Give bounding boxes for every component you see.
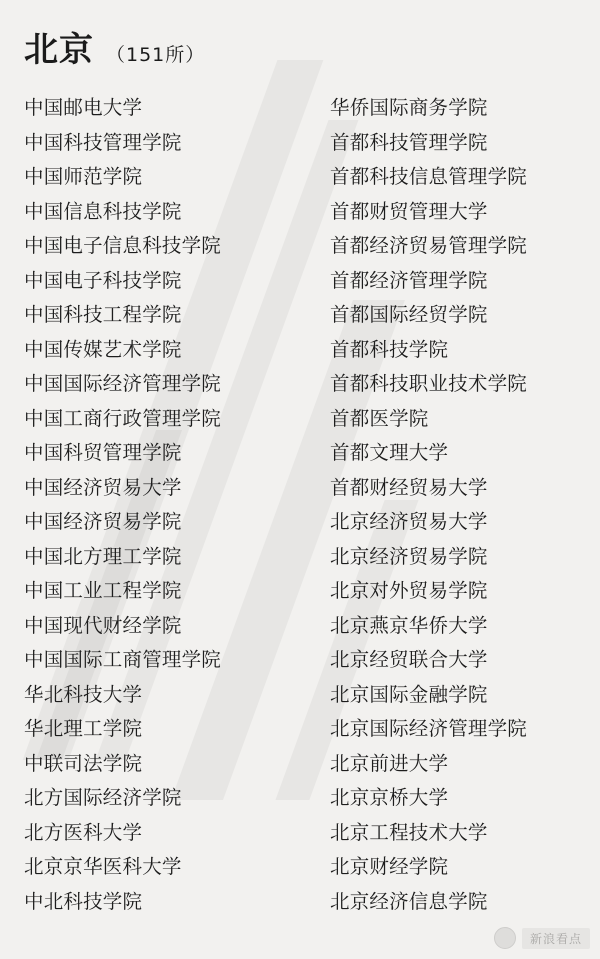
list-item: 北京对外贸易学院 (330, 579, 488, 602)
list-item: 华侨国际商务学院 (330, 96, 488, 119)
list-item: 首都文理大学 (330, 441, 449, 464)
list-item: 中国工业工程学院 (24, 579, 182, 602)
list-item: 北京京桥大学 (330, 786, 449, 809)
list-item: 中北科技学院 (24, 889, 143, 913)
list-item: 中国经济贸易学院 (24, 510, 182, 533)
list-item: 中国科贸管理学院 (24, 441, 182, 464)
list-item: 中国电子信息科技学院 (24, 234, 222, 257)
list-item: 中国传媒艺术学院 (24, 337, 182, 361)
school-list (0, 77, 600, 954)
page-title: 北京 (24, 30, 94, 70)
page-header (0, 0, 600, 77)
list-item: 中国工商行政管理学院 (24, 406, 222, 430)
list-item: 首都科技管理学院 (330, 130, 488, 154)
list-item: 中国电子科技学院 (24, 268, 182, 292)
list-item: 首都经济贸易管理学院 (330, 234, 528, 257)
school-list-column-right (330, 91, 600, 954)
list-item: 中国科技工程学院 (24, 303, 182, 326)
list-item: 北京燕京华侨大学 (330, 613, 488, 637)
list-item: 北方国际经济学院 (24, 786, 182, 809)
list-item: 北京财经学院 (330, 855, 449, 878)
list-item: 中国国际工商管理学院 (24, 648, 222, 671)
watermark-label: 新浪看点 (522, 928, 590, 949)
list-item: 首都经济管理学院 (330, 268, 488, 292)
list-item: 中国现代财经学院 (24, 613, 182, 637)
list-item: 北京经济信息学院 (330, 889, 488, 913)
list-item: 首都国际经贸学院 (330, 303, 488, 326)
list-item: 首都财经贸易大学 (330, 475, 488, 499)
list-item: 首都科技信息管理学院 (330, 165, 528, 188)
avatar-icon (494, 927, 516, 949)
school-count: （151所） (106, 44, 206, 66)
list-item: 首都科技学院 (330, 337, 449, 361)
page-footer (0, 915, 600, 959)
list-item: 北京前进大学 (330, 751, 449, 775)
list-item: 首都财贸管理大学 (330, 199, 488, 223)
list-item: 北京经济贸易学院 (330, 544, 488, 568)
list-item: 北方医科大学 (24, 820, 143, 844)
list-item: 首都医学院 (330, 406, 429, 430)
list-item: 中国师范学院 (24, 165, 143, 188)
list-item: 中国国际经济管理学院 (24, 372, 222, 395)
list-item: 北京经济贸易大学 (330, 510, 488, 533)
list-item: 中国邮电大学 (24, 96, 143, 119)
list-item: 首都科技职业技术学院 (330, 372, 528, 395)
list-item: 华北科技大学 (24, 682, 143, 706)
list-item: 北京京华医科大学 (24, 855, 182, 878)
list-item: 华北理工学院 (24, 717, 143, 740)
list-item: 北京经贸联合大学 (330, 648, 488, 671)
school-list-column-left (0, 91, 330, 954)
list-item: 中国科技管理学院 (24, 130, 182, 154)
list-item: 北京国际金融学院 (330, 682, 488, 706)
list-item: 中国经济贸易大学 (24, 475, 182, 499)
source-watermark (494, 927, 590, 949)
list-item: 中国信息科技学院 (24, 199, 182, 223)
list-item: 中联司法学院 (24, 751, 143, 775)
list-item: 北京工程技术大学 (330, 820, 488, 844)
list-item: 中国北方理工学院 (24, 544, 182, 568)
list-item: 北京国际经济管理学院 (330, 717, 528, 740)
